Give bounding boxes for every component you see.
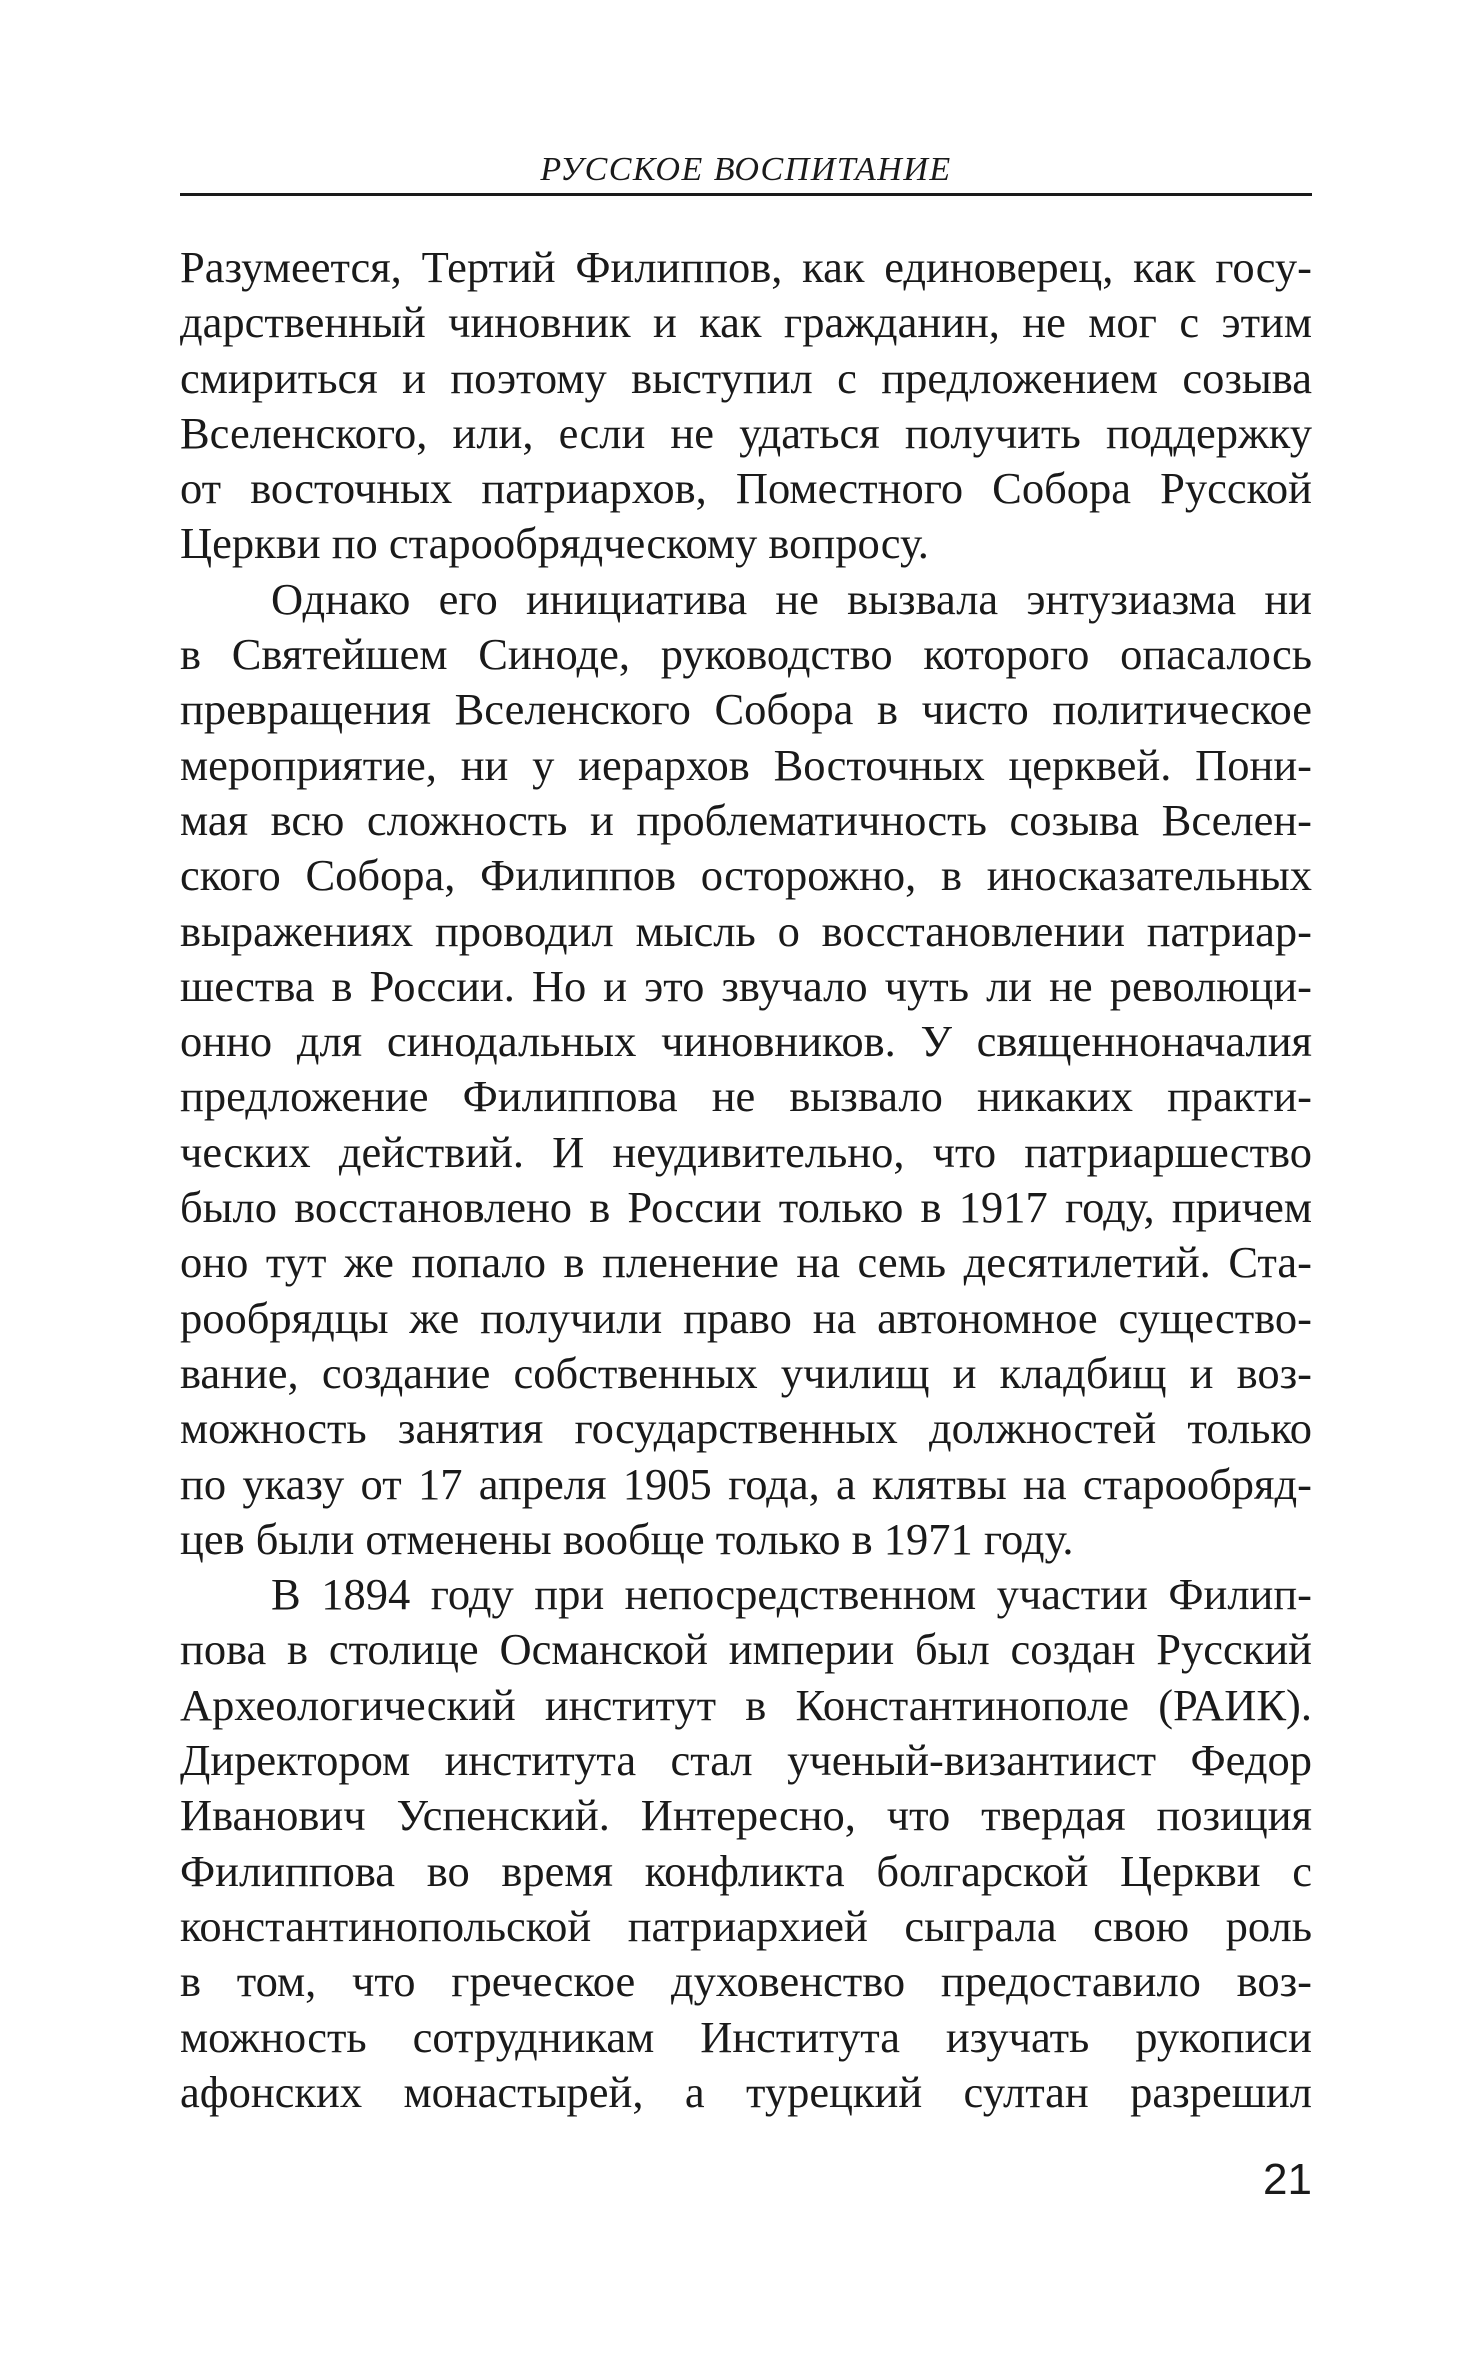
text-line: константинопольской патриархией сыграла свою роль [180,1900,1312,1951]
text-line: по указу от 17 апреля 1905 года, а клятвы на старообряд- [180,1458,1312,1509]
text-line: пова в столице Османской империи был создан Русский [180,1624,1312,1675]
text-line: было восстановлено в России только в 1917 году, причем [180,1182,1312,1233]
running-header: РУССКОЕ ВОСПИТАНИЕ [540,151,952,188]
text-line: цев были отменены вообще только в 1971 году. [180,1513,1074,1564]
text-line: афонских монастырей, а турецкий султан разрешил [180,2066,1312,2117]
text-line: шества в России. Но и это звучало чуть ли не революци- [180,960,1312,1011]
text-line: Археологический институт в Константинополе (РАИК). [180,1679,1312,1730]
text-line: ческих действий. И неудивительно, что патриаршество [180,1126,1312,1177]
text-line: Иванович Успенский. Интересно, что твердая позиция [180,1790,1312,1841]
body-text [180,240,1312,2120]
text-line: можность занятия государственных должностей только [180,1403,1312,1454]
text-line: мероприятие, ни у иерархов Восточных церквей. Пони- [180,739,1312,790]
text-line: предложение Филиппова не вызвало никаких практи- [180,1071,1312,1122]
text-line: можность сотрудникам Института изучать рукописи [180,2011,1312,2062]
text-line: в Святейшем Синоде, руководство которого опасалось [180,629,1312,680]
text-line: выражениях проводил мысль о восстановлении патриар- [180,905,1312,956]
text-line: превращения Вселенского Собора в чисто политическое [180,684,1312,735]
text-line: ского Собора, Филиппов осторожно, в иносказательных [180,850,1312,901]
text-line: рообрядцы же получили право на автономное существо- [180,1292,1312,1343]
text-line: Вселенского, или, если не удаться получить поддержку [180,407,1312,458]
text-line: Филиппова во время конфликта болгарской Церкви с [180,1845,1312,1896]
header-rule [180,193,1312,196]
text-line: В 1894 году при непосредственном участии Филип- [271,1569,1312,1620]
text-line: Однако его инициатива не вызвала энтузиазма ни [271,573,1312,624]
text-line: Церкви по старообрядческому вопросу. [180,518,929,569]
text-line: Директором института стал ученый-византиист Федор [180,1735,1312,1786]
text-line: Разумеется, Тертий Филиппов, как единоверец, как госу- [180,242,1312,292]
text-line: оно тут же попало в пленение на семь десятилетий. Ста- [180,1237,1312,1288]
text-line: от восточных патриархов, Поместного Собора Русской [180,463,1312,514]
text-line: мая всю сложность и проблематичность созыва Вселен- [180,794,1312,845]
text-line: дарственный чиновник и как гражданин, не мог с этим [180,297,1312,348]
text-line: вание, создание собственных училищ и кладбищ и воз- [180,1347,1312,1398]
text-line: онно для синодальных чиновников. У священноначалия [180,1016,1312,1067]
text-line: в том, что греческое духовенство предоставило воз- [180,1956,1312,2007]
page-number: 21 [1263,2155,1312,2204]
text-line: смириться и поэтому выступил с предложением созыва [180,352,1312,403]
